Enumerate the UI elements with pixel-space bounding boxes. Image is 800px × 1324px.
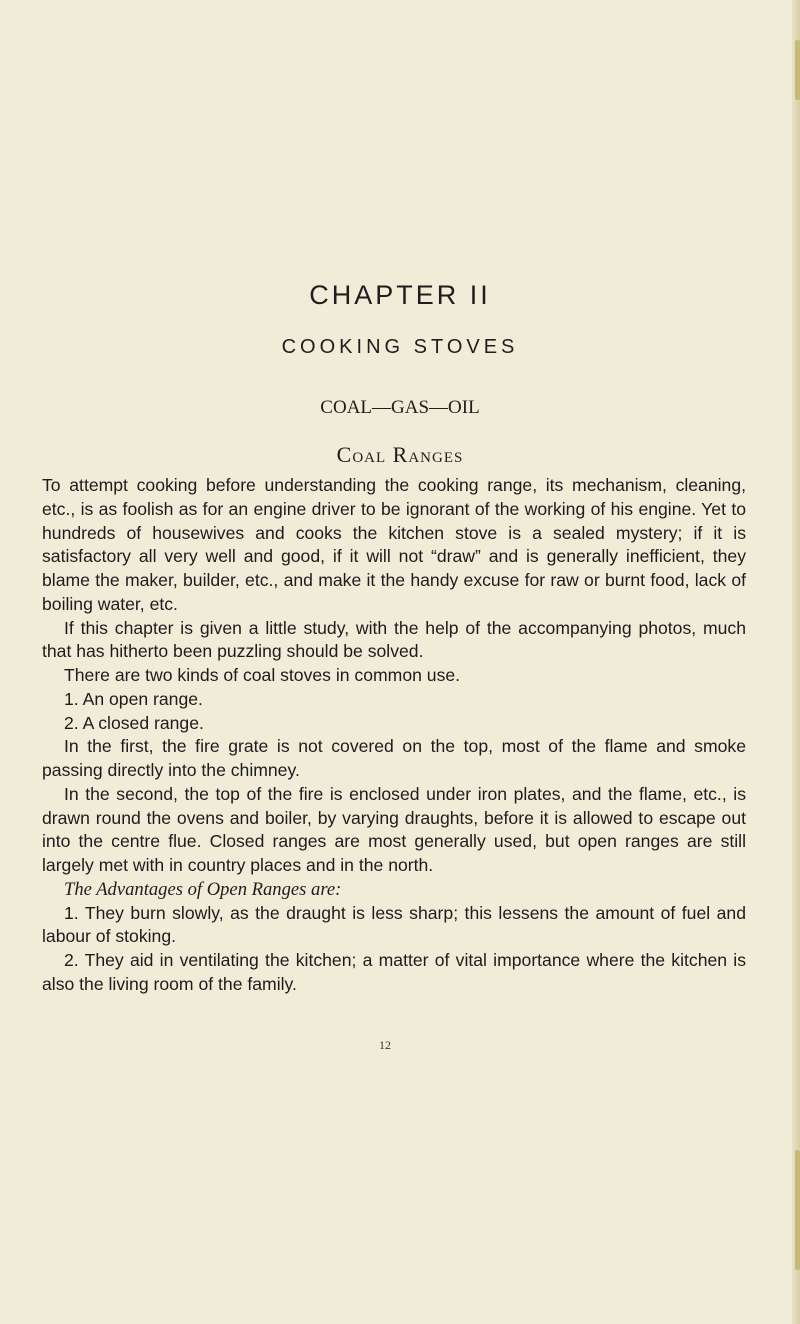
list-item: 2. They aid in ventilating the kitchen; a matter of vital importance where the kitchen is also the living room of the family.: [42, 950, 746, 994]
page-number: 12: [379, 1038, 391, 1052]
paragraph: If this chapter is given a little study, with the help of the accompanying photos, much that has hitherto been puzzling should be solved.: [42, 617, 746, 662]
list-item: 2. A closed range.: [64, 712, 204, 733]
list-item: 1. An open range.: [64, 688, 203, 709]
paragraph: There are two kinds of coal stoves in common use.: [64, 665, 461, 685]
list-item: 1. They burn slowly, as the draught is less sharp; this lessens the amount of fuel and labour of stoking.: [42, 902, 746, 947]
paragraph: In the first, the fire grate is not covered on the top, most of the flame and smoke passing directly into the chimney.: [42, 736, 746, 780]
body-text: [42, 474, 746, 997]
chapter-title: CHAPTER II: [309, 280, 491, 310]
page-edge: [792, 0, 800, 1324]
edge-stain: [795, 1150, 800, 1270]
section-heading: Coal Ranges: [336, 442, 464, 467]
section-title: COOKING STOVES: [281, 336, 519, 358]
paragraph: In the second, the top of the fire is enclosed under iron plates, and the flame, etc., is drawn round the ovens and boiler, by varying draughts, before it is allowed to escape out into the centre flue. Closed ranges are most generally used, but open ranges are still largely met with in country places and in the north.: [42, 783, 746, 875]
chapter-subtitle: COAL—GAS—OIL: [320, 397, 480, 418]
paragraph: To attempt cooking before understanding the cooking range, its mechanism, cleaning, etc., is as foolish as for an engine driver to be ignorant of the working of his engine. Yet to hundreds of housewives and cooks the kitchen stove is a sealed mystery; if it is satisfactory all very well and good, if it will not “draw” and is generally inefficient, they blame the maker, builder, etc., and make it the handy excuse for raw or burnt food, lack of boiling water, etc.: [42, 475, 746, 614]
italic-heading: The Advantages of Open Ranges are:: [64, 878, 342, 900]
edge-stain: [795, 40, 800, 100]
